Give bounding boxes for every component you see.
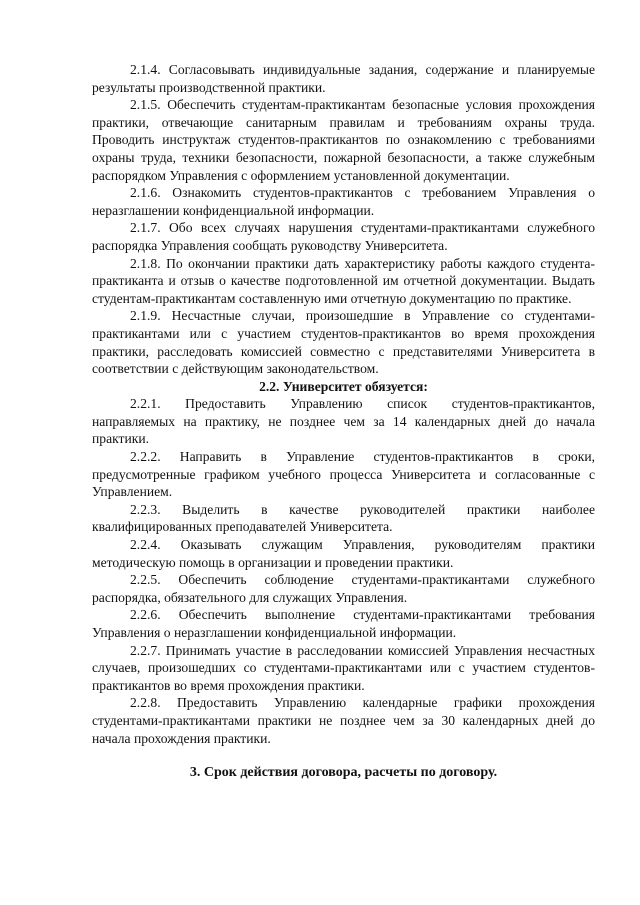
clause-2-1-5: 2.1.5. Обеспечить студентам-практикантам безопасные условия прохождения практики, отвечающие санитарным правилам и требованиям охраны труда. Проводить инструктаж студентов-практикантов по ознакомлению с требованиями охраны труда, техники безопасности, пожарной безопасности, а также служебным распорядком Управления с оформлением установленной документации.	[92, 97, 595, 183]
section-spacer	[92, 747, 595, 764]
clause-2-2-3: 2.2.3. Выделить в качестве руководителей практики наиболее квалифицированных преподавателей Университета.	[92, 501, 595, 535]
clause-2-2-2: 2.2.2. Направить в Управление студентов-практикантов в сроки, предусмотренные графиком учебного процесса Университета и согласованные с Управлением.	[92, 449, 595, 500]
clause-2-2-4: 2.2.4. Оказывать служащим Управления, руководителям практики методическую помощь в организации и проведении практики.	[92, 537, 595, 570]
clause-2-1-6: 2.1.6. Ознакомить студентов-практикантов с требованием Управления о неразглашении конфиденциальной информации.	[92, 185, 595, 218]
clause-2-2-6: 2.2.6. Обеспечить выполнение студентами-практикантами требования Управления о неразглашении конфиденциальной информации.	[92, 607, 595, 640]
document-body	[92, 61, 595, 782]
clause-2-1-9: 2.1.9. Несчастные случаи, произошедшие в Управление со студентами-практикантами или с участием студентов-практикантов во время прохождения практики, расследовать комиссией совместно с представителями Университета в соответствии с действующим законодательством.	[92, 308, 595, 377]
clause-2-1-7: 2.1.7. Обо всех случаях нарушения студентами-практикантами служебного распорядка Управления сообщать руководству Университета.	[92, 220, 595, 253]
clause-2-2-8: 2.2.8. Предоставить Управлению календарные графики прохождения студентами-практикантами практики не позднее чем за 30 календарных дней до начала прохождения практики.	[92, 695, 595, 746]
clause-2-1-4: 2.1.4. Согласовывать индивидуальные задания, содержание и планируемые результаты производственной практики.	[92, 62, 595, 95]
section-2-2-heading: 2.2. Университет обязуется:	[259, 378, 428, 394]
clause-2-2-5: 2.2.5. Обеспечить соблюдение студентами-практикантами служебного распорядка, обязательного для служащих Управления.	[92, 572, 595, 605]
clause-2-1-8: 2.1.8. По окончании практики дать характеристику работы каждого студента-практиканта и отзыв о качестве подготовленной им отчетной документации. Выдать студентам-практикантам составленную ими отчетную документацию по практике.	[92, 255, 595, 306]
clause-2-2-1: 2.2.1. Предоставить Управлению список студентов-практикантов, направляемых на практику, не позднее чем за 14 календарных дней до начала практики.	[92, 396, 595, 447]
section-3-heading: 3. Срок действия договора, расчеты по договору.	[189, 765, 498, 781]
clause-2-2-7: 2.2.7. Принимать участие в расследовании комиссией Управления несчастных случаев, произошедших со студентами-практикантами или с участием студентов-практикантов во время прохождения практики.	[92, 642, 595, 693]
